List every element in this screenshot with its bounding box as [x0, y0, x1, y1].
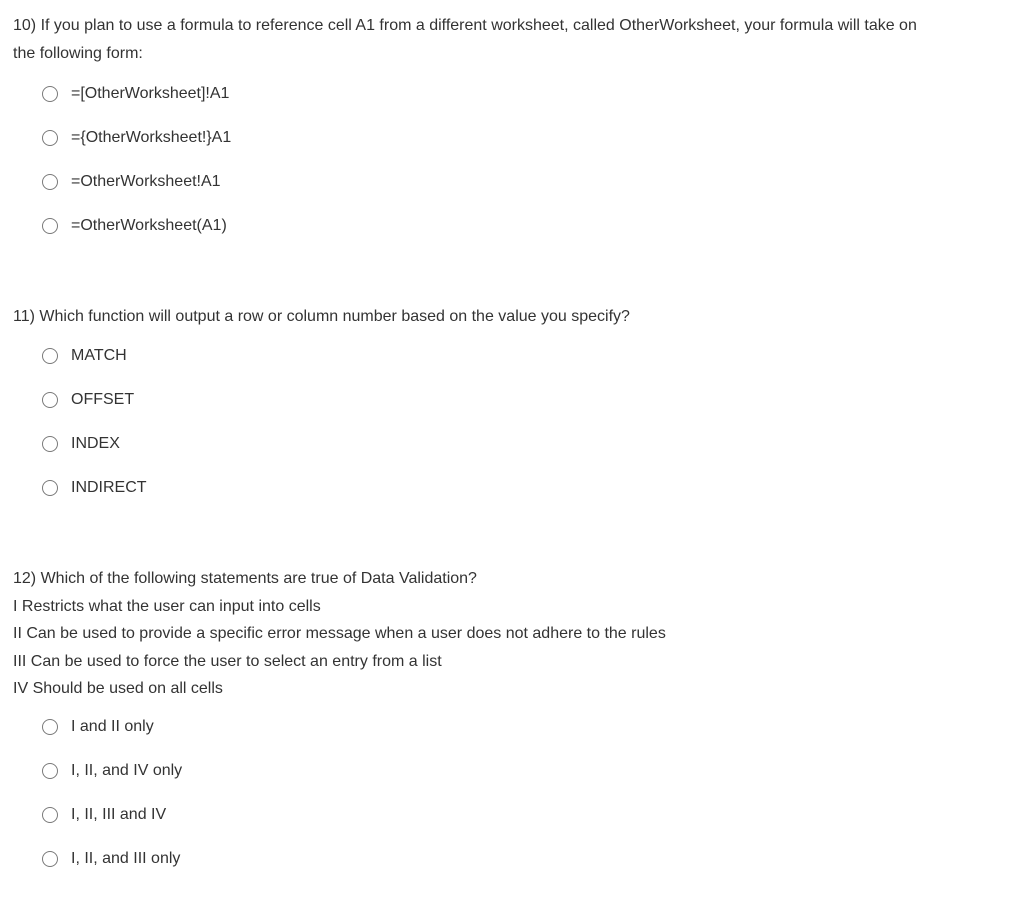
- option-label[interactable]: I and II only: [71, 717, 154, 735]
- radio-button-icon[interactable]: [42, 130, 58, 146]
- question-11: [13, 303, 1013, 510]
- question-11-text: 11) Which function will output a row or column number based on the value you specify?: [13, 308, 630, 325]
- question-11-option-b[interactable]: [13, 378, 1013, 422]
- option-label[interactable]: =OtherWorksheet!A1: [71, 173, 221, 190]
- option-label[interactable]: OFFSET: [71, 391, 135, 408]
- question-10-option-c[interactable]: [13, 160, 1013, 204]
- radio-button-icon[interactable]: [42, 392, 58, 408]
- radio-button-icon[interactable]: [42, 807, 58, 823]
- question-11-option-c[interactable]: [13, 422, 1013, 466]
- radio-button-icon[interactable]: [42, 86, 58, 102]
- question-12-text: 12) Which of the following statements are true of Data Validation?: [13, 570, 477, 587]
- question-12-statement-2: II Can be used to provide a specific error message when a user does not adhere to the rules: [13, 625, 666, 642]
- option-label[interactable]: I, II, and IV only: [71, 761, 183, 779]
- option-label[interactable]: MATCH: [71, 347, 127, 364]
- question-10-options: [13, 72, 1013, 248]
- radio-button-icon[interactable]: [42, 174, 58, 190]
- option-label[interactable]: I, II, III and IV: [71, 805, 167, 823]
- option-label[interactable]: ={OtherWorksheet!}A1: [71, 129, 232, 146]
- question-10-option-d[interactable]: [13, 204, 1013, 248]
- radio-button-icon[interactable]: [42, 218, 58, 234]
- question-10-option-b[interactable]: [13, 116, 1013, 160]
- question-12-option-b[interactable]: [13, 749, 1013, 793]
- option-label[interactable]: INDEX: [71, 435, 120, 452]
- question-12-option-d[interactable]: [13, 837, 1013, 881]
- question-12-option-c[interactable]: [13, 793, 1013, 837]
- question-10-text-line-1: 10) If you plan to use a formula to reference cell A1 from a different worksheet, called OtherWorksheet, your formula will take on: [13, 17, 917, 34]
- question-11-option-d[interactable]: [13, 466, 1013, 510]
- question-10: [13, 12, 1013, 248]
- question-12-statement-1: I Restricts what the user can input into cells: [13, 597, 321, 615]
- radio-button-icon[interactable]: [42, 763, 58, 779]
- question-12-options: [13, 705, 1013, 881]
- question-12-option-a[interactable]: [13, 705, 1013, 749]
- radio-button-icon[interactable]: [42, 348, 58, 364]
- option-label[interactable]: =[OtherWorksheet]!A1: [71, 85, 230, 102]
- option-label[interactable]: INDIRECT: [71, 479, 147, 496]
- radio-button-icon[interactable]: [42, 851, 58, 867]
- radio-button-icon[interactable]: [42, 436, 58, 452]
- question-10-text-line-2: the following form:: [13, 45, 143, 62]
- option-label[interactable]: I, II, and III only: [71, 849, 181, 867]
- question-12: [13, 565, 1013, 881]
- radio-button-icon[interactable]: [42, 719, 58, 735]
- question-11-options: [13, 334, 1013, 510]
- question-10-option-a[interactable]: [13, 72, 1013, 116]
- question-12-statement-3: III Can be used to force the user to select an entry from a list: [13, 652, 442, 670]
- question-12-statement-4: IV Should be used on all cells: [13, 680, 223, 697]
- question-11-option-a[interactable]: [13, 334, 1013, 378]
- radio-button-icon[interactable]: [42, 480, 58, 496]
- option-label[interactable]: =OtherWorksheet(A1): [71, 217, 227, 234]
